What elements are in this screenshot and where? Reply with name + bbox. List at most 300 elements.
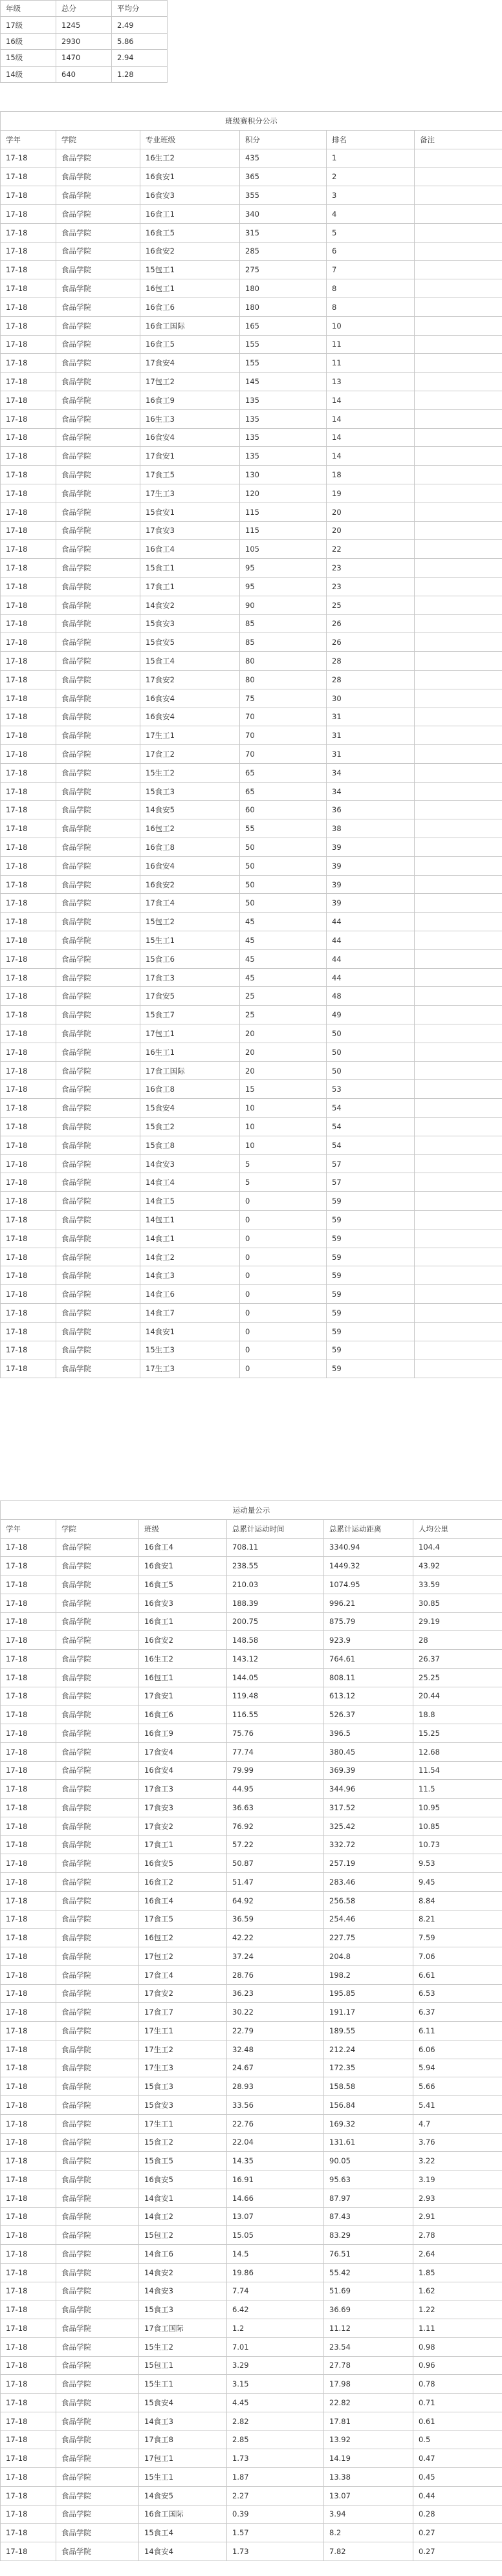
table-cell: 食品学院 bbox=[56, 1118, 140, 1136]
table-cell bbox=[415, 1099, 502, 1118]
exercise-row bbox=[1, 1612, 502, 1631]
table-cell: 77.74 bbox=[227, 1742, 324, 1761]
table-cell: 169.32 bbox=[324, 2114, 413, 2133]
table-cell: 44.95 bbox=[227, 1780, 324, 1799]
table-cell: 17食工国际 bbox=[139, 2319, 227, 2338]
table-cell bbox=[415, 633, 502, 652]
table-cell bbox=[415, 801, 502, 819]
table-cell: 17-18 bbox=[1, 428, 56, 447]
table-cell: 食品学院 bbox=[56, 503, 140, 521]
table-cell: 0.98 bbox=[413, 2337, 502, 2356]
table-cell: 70 bbox=[240, 726, 327, 745]
exercise-row bbox=[1, 2245, 502, 2264]
table-cell: 25 bbox=[327, 596, 415, 614]
table-cell: 15食工2 bbox=[139, 2133, 227, 2152]
table-cell: 0 bbox=[240, 1322, 327, 1341]
table-cell: 17食安1 bbox=[140, 447, 240, 466]
table-cell: 8.2 bbox=[324, 2524, 413, 2542]
table-cell: 23.54 bbox=[324, 2337, 413, 2356]
table-cell: 3.76 bbox=[413, 2133, 502, 2152]
table-cell: 57 bbox=[327, 1173, 415, 1192]
table-cell: 17-18 bbox=[1, 987, 56, 1006]
table-cell: 16食工4 bbox=[140, 540, 240, 559]
table-cell: 0 bbox=[240, 1229, 327, 1248]
table-cell: 14食工2 bbox=[140, 1248, 240, 1266]
class-ranking-table bbox=[0, 111, 502, 1378]
table-cell: 食品学院 bbox=[56, 1612, 139, 1631]
ranking-row bbox=[1, 1229, 502, 1248]
exercise-row bbox=[1, 2505, 502, 2524]
table-cell: 198.2 bbox=[324, 1965, 413, 1984]
table-cell: 16食安2 bbox=[139, 1631, 227, 1650]
table-cell: 食品学院 bbox=[56, 2207, 139, 2226]
table-cell: 332.72 bbox=[324, 1835, 413, 1854]
table-cell: 食品学院 bbox=[56, 894, 140, 913]
table-cell: 食品学院 bbox=[56, 2059, 139, 2077]
table-cell: 16生工3 bbox=[140, 409, 240, 428]
table-cell: 39 bbox=[327, 894, 415, 913]
table-cell: 食品学院 bbox=[56, 1668, 139, 1687]
table-cell: 7.01 bbox=[227, 2337, 324, 2356]
table-cell: 食品学院 bbox=[56, 335, 140, 354]
table-cell: 32.48 bbox=[227, 2040, 324, 2059]
table-cell: 10 bbox=[327, 316, 415, 335]
table-cell: 613.12 bbox=[324, 1687, 413, 1705]
ranking-row bbox=[1, 1154, 502, 1173]
ranking-row bbox=[1, 577, 502, 596]
table-cell: 14食安2 bbox=[139, 2263, 227, 2282]
table-cell: 143.12 bbox=[227, 1650, 324, 1669]
table-cell: 17-18 bbox=[1, 447, 56, 466]
table-cell: 36.59 bbox=[227, 1910, 324, 1929]
table-cell: 37.24 bbox=[227, 1947, 324, 1966]
table-cell: 食品学院 bbox=[56, 726, 140, 745]
table-cell: 28.76 bbox=[227, 1965, 324, 1984]
table-cell: 120 bbox=[240, 484, 327, 503]
table-cell: 17-18 bbox=[1, 801, 56, 819]
table-cell: 食品学院 bbox=[56, 763, 140, 782]
table-cell: 355 bbox=[240, 186, 327, 205]
table-cell: 2.64 bbox=[413, 2245, 502, 2264]
table-cell: 3 bbox=[327, 186, 415, 205]
table-cell: 24.67 bbox=[227, 2059, 324, 2077]
table-cell: 16食安3 bbox=[140, 186, 240, 205]
table-cell bbox=[415, 503, 502, 521]
table-cell: 49 bbox=[327, 1006, 415, 1024]
table-cell: 76.51 bbox=[324, 2245, 413, 2264]
column-header: 专业班级 bbox=[140, 130, 240, 149]
ranking-row bbox=[1, 708, 502, 726]
table-cell: 115 bbox=[240, 503, 327, 521]
table-cell: 0.71 bbox=[413, 2394, 502, 2412]
table-cell: 204.8 bbox=[324, 1947, 413, 1966]
table-cell: 食品学院 bbox=[56, 1136, 140, 1154]
table-cell: 食品学院 bbox=[56, 1817, 139, 1835]
table-cell: 10 bbox=[240, 1136, 327, 1154]
table-cell: 16食工国际 bbox=[140, 316, 240, 335]
table-cell: 59 bbox=[327, 1192, 415, 1211]
exercise-row bbox=[1, 2189, 502, 2207]
table-cell: 33.59 bbox=[413, 1575, 502, 1594]
table-cell: 15包工2 bbox=[139, 2226, 227, 2245]
table-cell: 17生工3 bbox=[139, 2059, 227, 2077]
table-cell: 16生工1 bbox=[140, 1043, 240, 1061]
table-cell: 526.37 bbox=[324, 1705, 413, 1724]
ranking-row bbox=[1, 1304, 502, 1323]
exercise-row bbox=[1, 1742, 502, 1761]
table-cell: 17-18 bbox=[1, 559, 56, 578]
table-cell: 17-18 bbox=[1, 1929, 56, 1947]
table-cell: 17食工3 bbox=[140, 968, 240, 987]
table-cell: 14 bbox=[327, 391, 415, 409]
table-cell: 17-18 bbox=[1, 2449, 56, 2468]
exercise-row bbox=[1, 1965, 502, 1984]
table-cell bbox=[415, 1248, 502, 1266]
table-cell: 食品学院 bbox=[56, 2505, 139, 2524]
ranking-row bbox=[1, 819, 502, 838]
table-cell: 45 bbox=[240, 949, 327, 968]
column-header: 学院 bbox=[56, 130, 140, 149]
table-cell: 15食工7 bbox=[140, 1006, 240, 1024]
table-cell: 10 bbox=[240, 1099, 327, 1118]
table-cell: 16食安4 bbox=[140, 708, 240, 726]
table-cell: 17-18 bbox=[1, 1154, 56, 1173]
table-cell: 996.21 bbox=[324, 1594, 413, 1612]
ranking-row bbox=[1, 1136, 502, 1154]
table-cell: 14 bbox=[327, 447, 415, 466]
table-cell bbox=[415, 168, 502, 186]
table-cell: 16食安4 bbox=[140, 428, 240, 447]
table-cell: 17生工1 bbox=[139, 2114, 227, 2133]
table-cell bbox=[415, 335, 502, 354]
ranking-row bbox=[1, 354, 502, 373]
table-cell: 85 bbox=[240, 614, 327, 633]
table-cell: 17-18 bbox=[1, 2542, 56, 2561]
table-cell: 16包工2 bbox=[139, 1929, 227, 1947]
table-cell: 11.12 bbox=[324, 2319, 413, 2338]
table-cell: 食品学院 bbox=[56, 2337, 139, 2356]
table-cell: 食品学院 bbox=[56, 1266, 140, 1285]
exercise-row bbox=[1, 2375, 502, 2394]
table-cell: 17-18 bbox=[1, 1594, 56, 1612]
table-cell: 3.19 bbox=[413, 2170, 502, 2189]
table-cell: 16食工8 bbox=[140, 838, 240, 857]
table-cell: 食品学院 bbox=[56, 2412, 139, 2430]
table-cell: 0 bbox=[240, 1211, 327, 1229]
table-cell: 1.28 bbox=[112, 66, 168, 82]
table-cell: 59 bbox=[327, 1248, 415, 1266]
column-header: 排名 bbox=[327, 130, 415, 149]
table-cell: 95 bbox=[240, 577, 327, 596]
ranking-row bbox=[1, 763, 502, 782]
table-cell bbox=[415, 931, 502, 950]
table-cell: 20 bbox=[327, 521, 415, 540]
table-cell: 食品学院 bbox=[56, 1724, 139, 1743]
table-cell: 11 bbox=[327, 335, 415, 354]
table-cell: 16食安5 bbox=[139, 2170, 227, 2189]
table-cell: 16食工国际 bbox=[139, 2505, 227, 2524]
table-cell: 17-18 bbox=[1, 1965, 56, 1984]
table-cell: 15生工3 bbox=[140, 1341, 240, 1359]
table-cell: 15生工1 bbox=[139, 2375, 227, 2394]
table-cell: 1245 bbox=[56, 17, 112, 33]
table-cell: 17-18 bbox=[1, 1341, 56, 1359]
table-cell: 16食工6 bbox=[140, 298, 240, 316]
table-cell: 875.79 bbox=[324, 1612, 413, 1631]
table-cell: 2930 bbox=[56, 33, 112, 49]
table-cell: 17食安2 bbox=[139, 1817, 227, 1835]
table-cell: 59 bbox=[327, 1285, 415, 1304]
table-cell: 17-18 bbox=[1, 2356, 56, 2375]
table-cell bbox=[415, 1211, 502, 1229]
table-cell: 8.21 bbox=[413, 1910, 502, 1929]
table-cell: 15食工5 bbox=[139, 2152, 227, 2170]
table-cell: 7.74 bbox=[227, 2282, 324, 2300]
table-cell: 28 bbox=[413, 1631, 502, 1650]
table-cell: 3.22 bbox=[413, 2152, 502, 2170]
table-cell: 17-18 bbox=[1, 2505, 56, 2524]
table-cell: 275 bbox=[240, 261, 327, 279]
table-cell: 135 bbox=[240, 447, 327, 466]
table-cell: 76.92 bbox=[227, 1817, 324, 1835]
table-cell: 食品学院 bbox=[56, 1557, 139, 1575]
table-cell: 食品学院 bbox=[56, 1705, 139, 1724]
table-cell: 食品学院 bbox=[56, 931, 140, 950]
table-cell: 17-18 bbox=[1, 2300, 56, 2319]
table-cell: 食品学院 bbox=[56, 1873, 139, 1892]
table-cell: 15食工6 bbox=[140, 949, 240, 968]
table-cell bbox=[415, 391, 502, 409]
column-header: 平均分 bbox=[112, 1, 168, 17]
table-cell: 17-18 bbox=[1, 168, 56, 186]
table-cell: 17食工2 bbox=[140, 745, 240, 764]
exercise-row bbox=[1, 1873, 502, 1892]
table-cell bbox=[415, 689, 502, 708]
table-cell: 38 bbox=[327, 819, 415, 838]
table-cell: 食品学院 bbox=[56, 949, 140, 968]
table-cell: 17-18 bbox=[1, 1780, 56, 1799]
table-cell: 食品学院 bbox=[56, 2096, 139, 2115]
exercise-row bbox=[1, 2412, 502, 2430]
table-cell: 105 bbox=[240, 540, 327, 559]
table-cell bbox=[415, 1192, 502, 1211]
table-cell: 5.41 bbox=[413, 2096, 502, 2115]
table-cell: 17-18 bbox=[1, 2337, 56, 2356]
table-cell: 6.53 bbox=[413, 1984, 502, 2003]
exercise-row bbox=[1, 2226, 502, 2245]
table-cell: 189.55 bbox=[324, 2022, 413, 2040]
exercise-row bbox=[1, 2319, 502, 2338]
table-cell: 10 bbox=[240, 1118, 327, 1136]
table-cell: 16食安2 bbox=[140, 875, 240, 894]
table-cell bbox=[415, 1024, 502, 1043]
table-cell: 食品学院 bbox=[56, 652, 140, 671]
table-cell: 80 bbox=[240, 652, 327, 671]
table-cell: 17食安2 bbox=[140, 670, 240, 689]
table-cell: 食品学院 bbox=[56, 428, 140, 447]
table-cell: 14级 bbox=[1, 66, 56, 82]
table-cell: 50 bbox=[240, 875, 327, 894]
ranking-row bbox=[1, 261, 502, 279]
exercise-row bbox=[1, 2152, 502, 2170]
ranking-row bbox=[1, 373, 502, 391]
table-cell: 食品学院 bbox=[56, 1304, 140, 1323]
table-cell: 0.96 bbox=[413, 2356, 502, 2375]
table-cell bbox=[415, 726, 502, 745]
ranking-row bbox=[1, 670, 502, 689]
table-cell: 17食工5 bbox=[140, 466, 240, 484]
table-cell: 16包工1 bbox=[140, 279, 240, 298]
table-cell: 212.24 bbox=[324, 2040, 413, 2059]
table-cell: 14食工7 bbox=[140, 1304, 240, 1323]
table-cell bbox=[415, 242, 502, 261]
table-cell: 0.78 bbox=[413, 2375, 502, 2394]
table-cell bbox=[415, 745, 502, 764]
table-cell: 17-18 bbox=[1, 708, 56, 726]
column-header: 年级 bbox=[1, 1, 56, 17]
table-cell bbox=[415, 838, 502, 857]
table-cell: 4 bbox=[327, 204, 415, 223]
table-cell: 2.93 bbox=[413, 2189, 502, 2207]
table-cell: 238.55 bbox=[227, 1557, 324, 1575]
ranking-header-row bbox=[1, 130, 502, 149]
table-cell: 54 bbox=[327, 1099, 415, 1118]
exercise-row bbox=[1, 2077, 502, 2096]
table-cell: 食品学院 bbox=[56, 968, 140, 987]
ranking-row bbox=[1, 242, 502, 261]
table-cell: 食品学院 bbox=[56, 633, 140, 652]
table-cell: 17-18 bbox=[1, 540, 56, 559]
table-cell: 17-18 bbox=[1, 1304, 56, 1323]
table-cell: 13.92 bbox=[324, 2430, 413, 2449]
table-cell: 0.45 bbox=[413, 2468, 502, 2487]
table-cell: 172.35 bbox=[324, 2059, 413, 2077]
table-cell: 15 bbox=[240, 1080, 327, 1099]
table-cell: 16食安4 bbox=[140, 689, 240, 708]
table-cell: 17食工国际 bbox=[140, 1061, 240, 1080]
table-cell: 85 bbox=[240, 633, 327, 652]
exercise-row bbox=[1, 2449, 502, 2468]
table-cell: 17-18 bbox=[1, 1705, 56, 1724]
table-cell: 31 bbox=[327, 708, 415, 726]
table-cell: 13.07 bbox=[227, 2207, 324, 2226]
table-cell bbox=[415, 913, 502, 931]
table-cell: 食品学院 bbox=[56, 596, 140, 614]
table-cell: 17-18 bbox=[1, 2114, 56, 2133]
table-cell: 食品学院 bbox=[56, 1891, 139, 1910]
table-cell: 17-18 bbox=[1, 2152, 56, 2170]
exercise-row bbox=[1, 1910, 502, 1929]
table-cell: 65 bbox=[240, 763, 327, 782]
table-cell: 17-18 bbox=[1, 1947, 56, 1966]
table-cell: 16食安4 bbox=[140, 856, 240, 875]
table-cell: 16包工2 bbox=[140, 819, 240, 838]
table-cell: 17-18 bbox=[1, 2022, 56, 2040]
table-cell: 22.79 bbox=[227, 2022, 324, 2040]
table-cell: 17.98 bbox=[324, 2375, 413, 2394]
table-cell: 15.25 bbox=[413, 1724, 502, 1743]
table-cell: 22.04 bbox=[227, 2133, 324, 2152]
table-cell: 17-18 bbox=[1, 298, 56, 316]
ranking-title: 班级赛积分公示 bbox=[1, 112, 502, 131]
table-cell: 17-18 bbox=[1, 1799, 56, 1817]
table-cell: 17-18 bbox=[1, 2226, 56, 2245]
table-cell: 18.8 bbox=[413, 1705, 502, 1724]
exercise-row bbox=[1, 2059, 502, 2077]
table-cell: 2.78 bbox=[413, 2226, 502, 2245]
table-cell: 食品学院 bbox=[56, 373, 140, 391]
table-cell bbox=[415, 447, 502, 466]
table-cell: 16食安1 bbox=[139, 1557, 227, 1575]
ranking-row bbox=[1, 149, 502, 168]
table-cell: 食品学院 bbox=[56, 689, 140, 708]
table-cell: 14.5 bbox=[227, 2245, 324, 2264]
table-cell: 17食安3 bbox=[140, 521, 240, 540]
table-cell: 1.73 bbox=[227, 2449, 324, 2468]
table-cell: 17-18 bbox=[1, 1080, 56, 1099]
exercise-row bbox=[1, 1705, 502, 1724]
table-cell: 食品学院 bbox=[56, 708, 140, 726]
table-cell bbox=[415, 968, 502, 987]
exercise-row bbox=[1, 1650, 502, 1669]
table-cell: 16食工9 bbox=[139, 1724, 227, 1743]
table-cell: 食品学院 bbox=[56, 838, 140, 857]
table-cell: 435 bbox=[240, 149, 327, 168]
table-cell: 17-18 bbox=[1, 1742, 56, 1761]
exercise-row bbox=[1, 1575, 502, 1594]
table-cell bbox=[415, 987, 502, 1006]
table-cell: 17包工2 bbox=[139, 1947, 227, 1966]
table-cell: 28 bbox=[327, 670, 415, 689]
table-cell: 食品学院 bbox=[56, 2226, 139, 2245]
ranking-row bbox=[1, 949, 502, 968]
table-cell: 食品学院 bbox=[56, 1854, 139, 1873]
table-cell: 36.23 bbox=[227, 1984, 324, 2003]
ranking-row bbox=[1, 782, 502, 801]
table-cell: 6.11 bbox=[413, 2022, 502, 2040]
table-cell: 17-18 bbox=[1, 782, 56, 801]
table-cell bbox=[415, 1359, 502, 1378]
table-cell: 45 bbox=[240, 968, 327, 987]
table-cell: 42.22 bbox=[227, 1929, 324, 1947]
ranking-row bbox=[1, 968, 502, 987]
ranking-row bbox=[1, 1080, 502, 1099]
table-cell: 17-18 bbox=[1, 242, 56, 261]
table-cell: 食品学院 bbox=[56, 149, 140, 168]
table-cell: 5 bbox=[327, 223, 415, 242]
table-cell: 0.27 bbox=[413, 2524, 502, 2542]
table-cell: 57 bbox=[327, 1154, 415, 1173]
table-cell: 17-18 bbox=[1, 2077, 56, 2096]
table-cell: 43.92 bbox=[413, 1557, 502, 1575]
table-cell: 26 bbox=[327, 633, 415, 652]
table-cell: 食品学院 bbox=[56, 1229, 140, 1248]
table-cell: 17-18 bbox=[1, 1984, 56, 2003]
table-cell bbox=[415, 1304, 502, 1323]
table-cell: 17-18 bbox=[1, 856, 56, 875]
table-cell bbox=[415, 1266, 502, 1285]
table-cell: 食品学院 bbox=[56, 1359, 140, 1378]
table-cell: 60 bbox=[240, 801, 327, 819]
ranking-row bbox=[1, 633, 502, 652]
motion-header-row bbox=[1, 1519, 502, 1538]
table-cell: 6.37 bbox=[413, 2003, 502, 2022]
table-cell: 15食安3 bbox=[140, 614, 240, 633]
table-cell: 17食工4 bbox=[140, 894, 240, 913]
table-cell: 食品学院 bbox=[56, 559, 140, 578]
table-cell: 15食工2 bbox=[140, 1118, 240, 1136]
table-cell bbox=[415, 279, 502, 298]
